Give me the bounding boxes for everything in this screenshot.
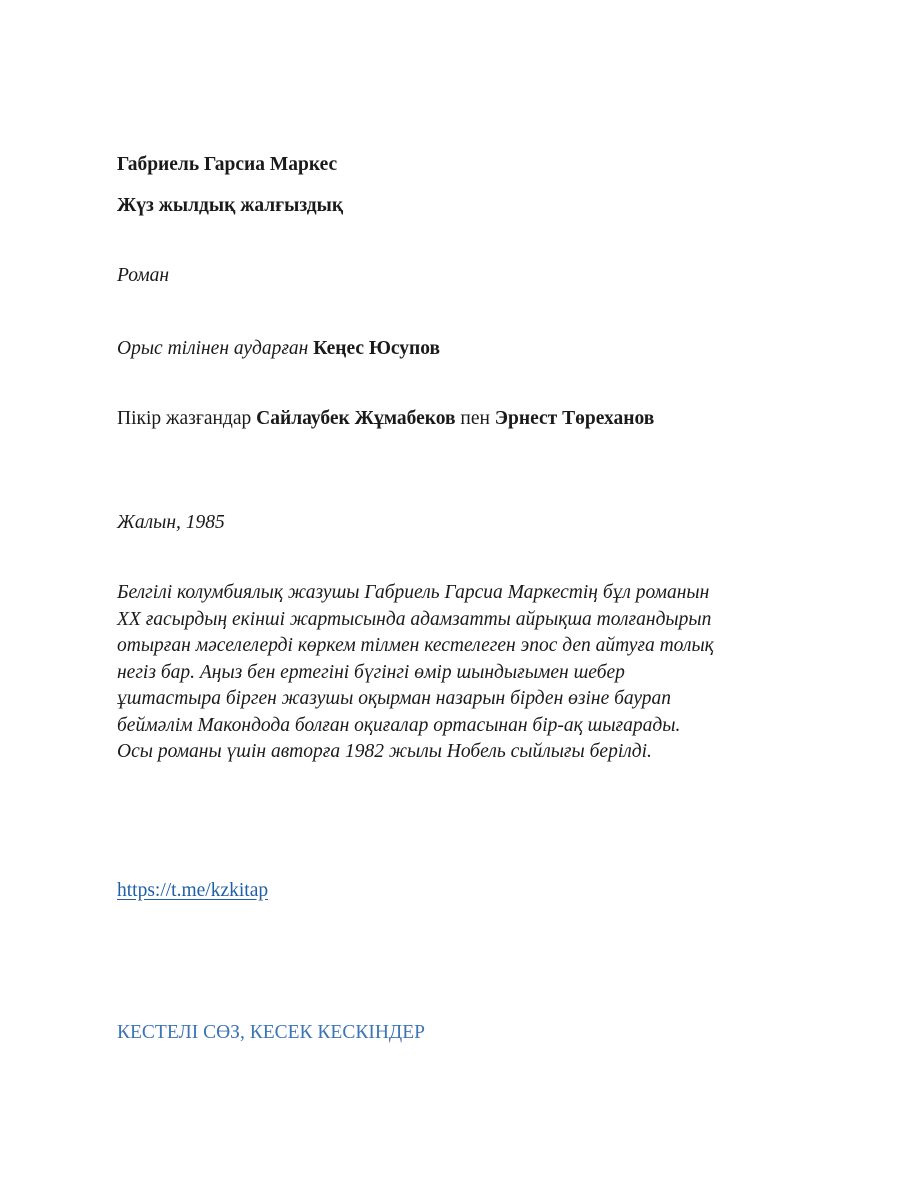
blurb-line: негіз бар. Аңыз бен ертегіні бүгінгі өмір шындығымен шебер [117, 661, 625, 683]
blurb-line: Белгілі колумбиялық жазушы Габриель Гарсиа Маркестің бұл романын [117, 582, 710, 603]
blurb-line: ұштастыра бірген жазушы оқырман назарын бірден өзіне баурап [117, 688, 672, 709]
translator-credit [117, 336, 440, 362]
reviewer-two: Эрнест Төреханов [494, 408, 655, 429]
reviewers-join: пен [460, 408, 490, 429]
blurb-line: беймәлім Макондода болған оқиғалар ортасынан бір-ақ шығарады. [117, 714, 681, 736]
translator-name: Кеңес Юсупов [313, 338, 441, 359]
telegram-link[interactable]: https://t.me/kzkitap [117, 880, 269, 901]
book-title: Жүз жылдық жалғыздық [117, 195, 344, 216]
reviewers-prefix: Пікір жазғандар [117, 408, 252, 429]
author-name: Габриель Гарсиа Маркес [117, 154, 338, 175]
blurb-line: отырған мәселелерді көркем тілмен кестелеген эпос деп айтуға толық [117, 635, 714, 656]
publisher-line: Жалын, 1985 [117, 512, 225, 533]
section-heading: КЕСТЕЛІ СӨЗ, КЕСЕК КЕСКІНДЕР [117, 1022, 425, 1043]
translator-prefix: Орыс тілінен аударған [117, 338, 309, 359]
blurb-line: XX ғасырдың екінші жартысында адамзатты айрықша толғандырып [117, 608, 712, 630]
reviewers-credit [117, 406, 654, 432]
book-genre: Роман [117, 265, 170, 286]
book-blurb [117, 580, 817, 766]
reviewer-one: Сайлаубек Жұмабеков [256, 408, 456, 429]
blurb-line: Осы романы үшін авторға 1982 жылы Нобель сыйлығы берілді. [117, 741, 652, 762]
